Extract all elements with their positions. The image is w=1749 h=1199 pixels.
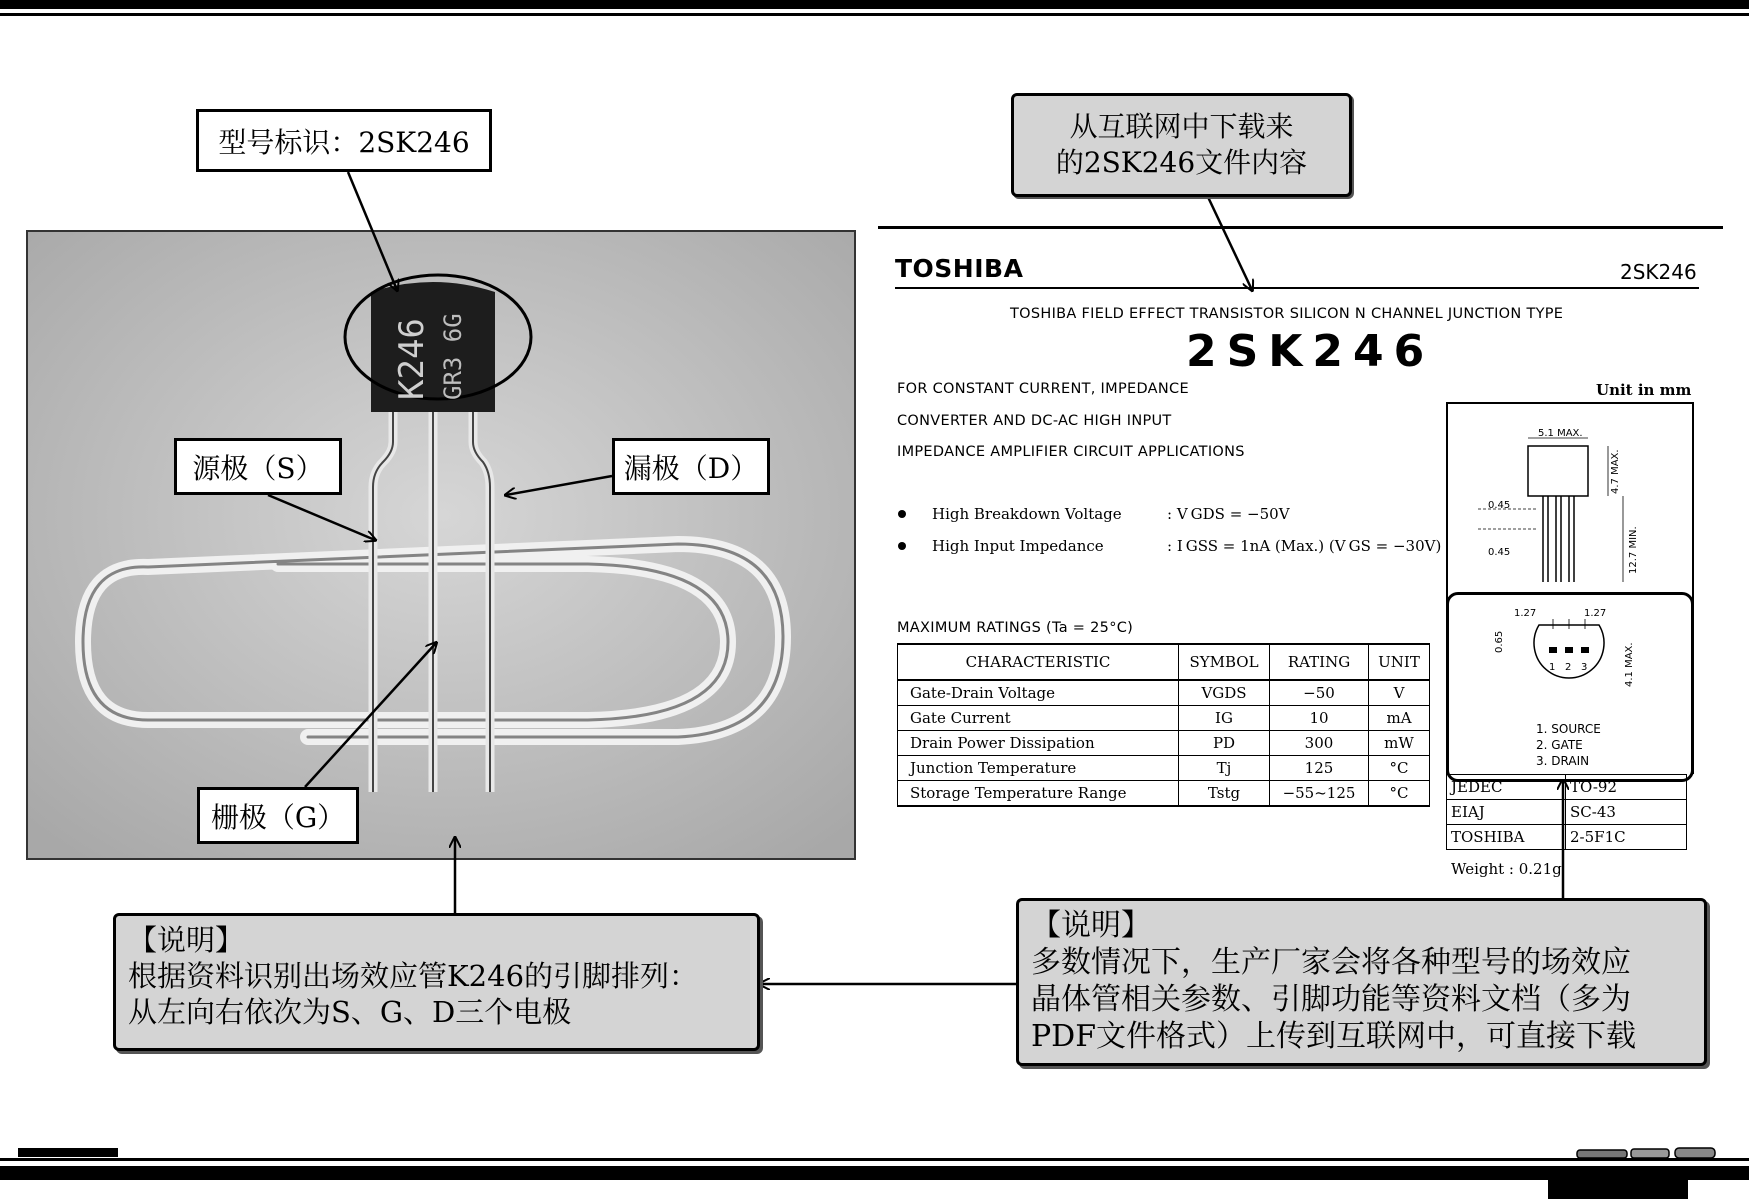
- source-pin-callout: [174, 438, 342, 495]
- ratings-header-rating: RATING: [1270, 644, 1369, 680]
- left-note-line1: 根据资料识别出场效应管K246的引脚排列：: [128, 959, 699, 993]
- body-mark-line1: K246: [392, 318, 432, 400]
- gate-pin-callout: [197, 787, 359, 844]
- dim-pitch-2: 1.27: [1584, 608, 1607, 619]
- download-callout: [1011, 93, 1352, 197]
- package-cell: TOSHIBA: [1447, 825, 1566, 850]
- model-mark-callout: [196, 109, 492, 172]
- pin-number-1: 1: [1549, 662, 1556, 673]
- ratings-cell: 125: [1270, 756, 1369, 781]
- dim-depth: 4.1 MAX.: [1624, 642, 1635, 687]
- drain-pin-callout: [612, 438, 770, 495]
- table-row: [1447, 800, 1687, 825]
- pinout-drain: 3. DRAIN: [1536, 754, 1590, 768]
- gate-pin-label: 栅极（G）: [210, 800, 346, 834]
- ratings-cell: IG: [1179, 706, 1270, 731]
- ratings-cell: Tstg: [1179, 781, 1270, 807]
- package-weight: Weight : 0.21g: [1451, 860, 1562, 878]
- right-note-title: 【说明】: [1031, 908, 1151, 943]
- table-row: [898, 781, 1430, 807]
- ratings-header-symbol: SYMBOL: [1179, 644, 1270, 680]
- package-cell: EIAJ: [1447, 800, 1566, 825]
- application-line-3: IMPEDANCE AMPLIFIER CIRCUIT APPLICATIONS: [897, 444, 1245, 460]
- ratings-header-characteristic: CHARACTERISTIC: [898, 644, 1179, 680]
- package-cell: TO-92: [1566, 775, 1687, 800]
- ratings-header-row: [898, 644, 1430, 680]
- body-mark-line2: GR3 6G: [439, 313, 467, 400]
- ratings-cell: Gate-Drain Voltage: [898, 680, 1179, 706]
- ratings-cell: PD: [1179, 731, 1270, 756]
- ratings-cell: Storage Temperature Range: [898, 781, 1179, 807]
- dim-pitch-1: 1.27: [1514, 608, 1537, 619]
- ratings-cell: 10: [1270, 706, 1369, 731]
- ratings-cell: −50: [1270, 680, 1369, 706]
- application-line-1: FOR CONSTANT CURRENT, IMPEDANCE: [897, 381, 1189, 397]
- dim-body-height: 4.7 MAX.: [1610, 449, 1621, 494]
- right-note-line1: 多数情况下，生产厂家会将各种型号的场效应: [1031, 945, 1631, 980]
- package-cell: JEDEC: [1447, 775, 1566, 800]
- datasheet-brand: TOSHIBA: [895, 254, 1024, 283]
- package-table: [1446, 774, 1687, 850]
- ratings-table: [897, 643, 1430, 807]
- source-pin-label: 源极（S）: [192, 451, 324, 485]
- pin-number-2: 2: [1565, 662, 1572, 673]
- datasheet-header-rule: [895, 287, 1699, 289]
- model-mark-label: 型号标识：2SK246: [218, 125, 470, 159]
- drain-pin-label: 漏极（D）: [623, 451, 759, 485]
- ratings-cell: mA: [1369, 706, 1430, 731]
- right-note-line3: PDF文件格式）上传到互联网中，可直接下载: [1031, 1019, 1637, 1054]
- left-note: [113, 913, 760, 1051]
- ratings-cell: Drain Power Dissipation: [898, 731, 1179, 756]
- download-callout-line2: 的2SK246文件内容: [1055, 146, 1308, 179]
- ratings-cell: mW: [1369, 731, 1430, 756]
- ratings-cell: °C: [1369, 756, 1430, 781]
- datasheet-subtitle: TOSHIBA FIELD EFFECT TRANSISTOR SILICON N CHANNEL JUNCTION TYPE: [1010, 306, 1564, 322]
- ratings-cell: Tj: [1179, 756, 1270, 781]
- pinout-source: 1. SOURCE: [1536, 722, 1601, 736]
- dim-width: 5.1 MAX.: [1538, 428, 1583, 439]
- dim-lead-length: 12.7 MIN.: [1628, 526, 1639, 574]
- pinout-drawing: [1449, 595, 1691, 715]
- table-row: [898, 756, 1430, 781]
- download-callout-line1: 从互联网中下载来: [1069, 110, 1294, 143]
- ratings-cell: VGDS: [1179, 680, 1270, 706]
- dim-lead-2: 0.45: [1488, 547, 1511, 558]
- ratings-header-unit: UNIT: [1369, 644, 1430, 680]
- ratings-cell: °C: [1369, 781, 1430, 807]
- right-note-line2: 晶体管相关参数、引脚功能等资料文档（多为: [1031, 982, 1631, 1017]
- table-row: [898, 706, 1430, 731]
- feature-value-1: : V GDS = −50V: [1167, 505, 1290, 523]
- ratings-cell: −55~125: [1270, 781, 1369, 807]
- pinout-gate: 2. GATE: [1536, 738, 1583, 752]
- unit-label: Unit in mm: [1596, 381, 1692, 399]
- datasheet-top-rule: [878, 226, 1723, 229]
- feature-value-2: : I GSS = 1nA (Max.) (V GS = −30V): [1167, 537, 1442, 555]
- dim-flat: 0.65: [1494, 630, 1505, 653]
- left-note-line2: 从左向右依次为S、G、D三个电极: [128, 995, 572, 1029]
- feature-name-1: High Breakdown Voltage: [932, 505, 1122, 523]
- table-row: [1447, 825, 1687, 850]
- bullet-icon: [898, 510, 906, 518]
- ratings-title: MAXIMUM RATINGS (Ta = 25°C): [897, 620, 1134, 636]
- right-note: [1016, 898, 1707, 1066]
- left-note-title: 【说明】: [128, 923, 245, 957]
- datasheet-part-header: 2SK246: [1620, 260, 1697, 284]
- ratings-cell: V: [1369, 680, 1430, 706]
- package-cell: SC-43: [1566, 800, 1687, 825]
- package-cell: 2-5F1C: [1566, 825, 1687, 850]
- dim-lead-1: 0.45: [1488, 500, 1511, 511]
- table-row: [898, 731, 1430, 756]
- ratings-cell: 300: [1270, 731, 1369, 756]
- pin-number-3: 3: [1581, 662, 1588, 673]
- ratings-cell: Junction Temperature: [898, 756, 1179, 781]
- table-row: [1447, 775, 1687, 800]
- ratings-cell: Gate Current: [898, 706, 1179, 731]
- application-line-2: CONVERTER AND DC-AC HIGH INPUT: [897, 413, 1172, 429]
- table-row: [898, 680, 1430, 706]
- feature-name-2: High Input Impedance: [932, 537, 1104, 555]
- datasheet-part-title: 2SK246: [1186, 326, 1435, 377]
- bullet-icon: [898, 542, 906, 550]
